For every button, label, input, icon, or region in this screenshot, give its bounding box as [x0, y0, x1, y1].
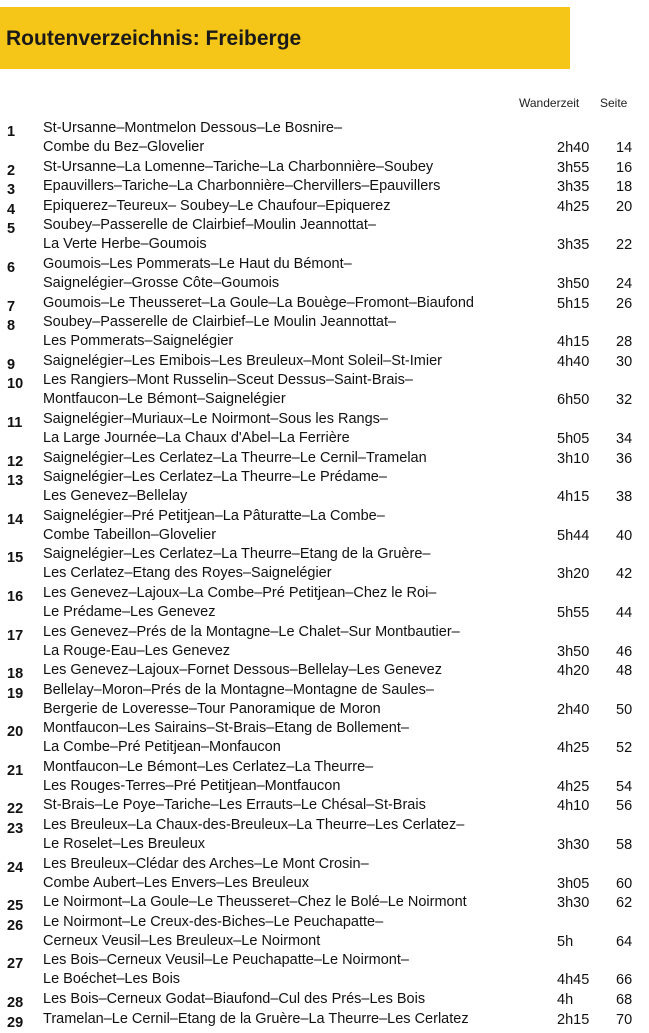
route-page-number: 24	[616, 275, 633, 292]
route-description	[43, 449, 427, 468]
route-entry	[0, 294, 649, 314]
route-line: Les Genevez–Lajoux–La Combe–Pré Petitjean–Chez le Roi–	[43, 584, 437, 601]
route-entry	[0, 855, 649, 894]
route-entry	[0, 816, 649, 855]
route-line: Epauvillers–Tariche–La Charbonnière–Chervillers–Epauvillers	[43, 178, 441, 195]
page-title: Routenverzeichnis: Freiberge	[6, 27, 302, 50]
route-line: La Verte Herbe–Goumois	[43, 236, 207, 253]
route-number: 16	[7, 588, 24, 605]
route-walking-time: 4h	[557, 992, 574, 1009]
route-line: Goumois–Le Theusseret–La Goule–La Bouège–Fromont–Biaufond	[43, 294, 474, 311]
route-entry	[0, 468, 649, 507]
route-number: 25	[7, 898, 24, 915]
column-header-time: Wanderzeit	[519, 96, 580, 110]
route-description	[43, 855, 369, 893]
route-walking-time: 4h25	[557, 778, 590, 795]
route-page-number: 28	[616, 334, 633, 351]
route-walking-time: 3h30	[557, 837, 590, 854]
route-description	[43, 584, 436, 622]
route-line: Le Noirmont–La Goule–Le Theusseret–Chez le Bolé–Le Noirmont	[43, 894, 467, 911]
route-number: 1	[7, 124, 16, 140]
route-number: 6	[7, 259, 16, 276]
route-number: 21	[7, 762, 24, 779]
route-number: 13	[7, 473, 24, 490]
route-walking-time: 2h40	[557, 701, 590, 718]
route-page-number: 70	[616, 1011, 633, 1028]
route-description	[43, 623, 460, 661]
route-entry	[0, 796, 649, 816]
route-number: 20	[7, 724, 24, 741]
route-description	[43, 371, 413, 409]
route-entry	[0, 893, 649, 913]
route-walking-time: 2h15	[557, 1011, 590, 1028]
route-line: Les Pommerats–Saignelégier	[43, 333, 234, 350]
route-page-number: 18	[616, 179, 633, 196]
route-entry	[0, 545, 649, 584]
route-entry	[0, 313, 649, 352]
route-walking-time: 4h25	[557, 198, 590, 215]
route-walking-time: 3h50	[557, 643, 590, 660]
route-page-number: 52	[616, 740, 633, 757]
route-entry	[0, 719, 649, 758]
route-list	[0, 119, 649, 1029]
route-line: Soubey–Passerelle de Clairbief–Le Moulin Jeannottat–	[43, 314, 397, 331]
route-line: Saignelégier–Muriaux–Le Noirmont–Sous les Rangs–	[43, 410, 388, 427]
route-number: 9	[7, 356, 16, 373]
route-line: St-Ursanne–La Lomenne–Tariche–La Charbonnière–Soubey	[43, 158, 434, 175]
route-page-number: 46	[616, 643, 633, 660]
route-walking-time: 4h45	[557, 972, 590, 989]
route-line: Combe Tabeillon–Glovelier	[43, 526, 217, 543]
route-number: 22	[7, 801, 24, 818]
route-description	[43, 255, 352, 293]
route-entry	[0, 1010, 649, 1030]
route-number: 4	[7, 201, 16, 218]
route-description	[43, 661, 442, 680]
route-number: 5	[7, 221, 16, 238]
route-page-number: 54	[616, 778, 633, 795]
route-entry	[0, 913, 649, 952]
route-line: Saignelégier–Grosse Côte–Goumois	[43, 274, 280, 291]
route-line: Saignelégier–Les Cerlatez–La Theurre–Le Cernil–Tramelan	[43, 449, 427, 466]
route-line: Les Rangiers–Mont Russelin–Sceut Dessus–Saint-Brais–	[43, 372, 413, 389]
route-walking-time: 4h20	[557, 663, 590, 680]
route-entry	[0, 197, 649, 217]
route-line: Les Genevez–Lajoux–Fornet Dessous–Bellelay–Les Genevez	[43, 662, 442, 679]
route-page-number: 30	[616, 353, 633, 370]
route-number: 3	[7, 182, 16, 199]
route-walking-time: 3h05	[557, 875, 590, 892]
route-line: Soubey–Passerelle de Clairbief–Moulin Jeannottat–	[43, 217, 376, 234]
route-entry	[0, 584, 649, 623]
route-entry	[0, 158, 649, 178]
route-page-number: 56	[616, 798, 633, 815]
route-line: Saignelégier–Les Cerlatez–La Theurre–Etang de la Gruère–	[43, 546, 431, 563]
route-line: Les Rouges-Terres–Pré Petitjean–Montfaucon	[43, 777, 341, 794]
route-number: 7	[7, 298, 16, 315]
route-walking-time: 3h55	[557, 159, 590, 176]
route-line: Goumois–Les Pommerats–Le Haut du Bémont–	[43, 255, 352, 272]
route-line: Le Roselet–Les Breuleux	[43, 836, 206, 853]
route-number: 26	[7, 917, 24, 934]
route-line: Epiquerez–Teureux– Soubey–Le Chaufour–Epiquerez	[43, 197, 391, 214]
route-entry	[0, 216, 649, 255]
route-entry	[0, 507, 649, 546]
route-entry	[0, 352, 649, 372]
route-page-number: 36	[616, 450, 633, 467]
route-walking-time: 5h55	[557, 604, 590, 621]
route-entry	[0, 681, 649, 720]
route-entry	[0, 371, 649, 410]
route-page-number: 22	[616, 237, 633, 254]
route-line: Montfaucon–Les Sairains–St-Brais–Etang de Bollement–	[43, 720, 409, 737]
route-walking-time: 4h40	[557, 353, 590, 370]
route-line: Saignelégier–Les Cerlatez–La Theurre–Le Prédame–	[43, 469, 387, 486]
route-description	[43, 1010, 469, 1029]
route-line: Combe du Bez–Glovelier	[43, 139, 205, 155]
route-entry	[0, 119, 649, 158]
route-description	[43, 119, 342, 157]
route-description	[43, 313, 396, 351]
route-number: 14	[7, 511, 24, 528]
route-number: 15	[7, 550, 24, 567]
route-number: 18	[7, 666, 24, 683]
route-page-number: 42	[616, 566, 633, 583]
route-description	[43, 681, 434, 719]
route-number: 23	[7, 821, 24, 838]
route-page-number: 32	[616, 392, 633, 409]
route-line: Tramelan–Le Cernil–Etang de la Gruère–La Theurre–Les Cerlatez	[43, 1010, 469, 1027]
route-description	[43, 158, 433, 177]
route-entry	[0, 661, 649, 681]
route-walking-time: 3h20	[557, 566, 590, 583]
route-page-number: 58	[616, 837, 633, 854]
route-page-number: 14	[616, 140, 633, 156]
route-line: La Large Journée–La Chaux d'Abel–La Ferrière	[43, 429, 350, 446]
route-line: Cerneux Veusil–Les Breuleux–Le Noirmont	[43, 932, 321, 949]
route-description	[43, 177, 440, 196]
route-page-number: 38	[616, 489, 633, 506]
route-line: Les Bois–Cerneux Veusil–Le Peuchapatte–Le Noirmont–	[43, 952, 409, 969]
route-entry	[0, 990, 649, 1010]
route-line: Les Breuleux–Clédar des Arches–Le Mont Crosin–	[43, 855, 369, 872]
route-entry	[0, 623, 649, 662]
route-description	[43, 294, 474, 313]
route-entry	[0, 951, 649, 990]
route-entry	[0, 410, 649, 449]
route-page-number: 50	[616, 701, 633, 718]
route-walking-time: 4h15	[557, 334, 590, 351]
route-page-number: 64	[616, 933, 633, 950]
route-line: Les Breuleux–La Chaux-des-Breuleux–La Theurre–Les Cerlatez–	[43, 817, 465, 834]
route-page-number: 26	[616, 295, 633, 312]
route-description	[43, 951, 409, 989]
route-description	[43, 913, 383, 951]
route-description	[43, 990, 425, 1009]
route-walking-time: 6h50	[557, 392, 590, 409]
route-description	[43, 468, 387, 506]
route-page-number: 60	[616, 875, 633, 892]
route-entry	[0, 177, 649, 197]
route-walking-time: 5h15	[557, 295, 590, 312]
route-page-number: 34	[616, 430, 633, 447]
route-line: Bergerie de Loveresse–Tour Panoramique de Moron	[43, 700, 381, 717]
route-number: 17	[7, 627, 24, 644]
route-line: Les Bois–Cerneux Godat–Biaufond–Cul des Prés–Les Bois	[43, 991, 426, 1008]
route-walking-time: 3h35	[557, 237, 590, 254]
route-walking-time: 2h40	[557, 140, 590, 156]
route-line: Les Genevez–Bellelay	[43, 488, 188, 505]
route-description	[43, 893, 467, 912]
route-line: Les Cerlatez–Etang des Royes–Saignelégier	[43, 565, 332, 582]
route-description	[43, 719, 409, 757]
route-page-number: 66	[616, 972, 633, 989]
route-line: Combe Aubert–Les Envers–Les Breuleux	[43, 874, 309, 891]
route-walking-time: 5h	[557, 933, 574, 950]
route-walking-time: 3h35	[557, 179, 590, 196]
route-entry	[0, 255, 649, 294]
route-walking-time: 3h10	[557, 450, 590, 467]
route-entry	[0, 449, 649, 469]
route-number: 29	[7, 1014, 24, 1031]
route-walking-time: 5h44	[557, 527, 590, 544]
route-description	[43, 410, 388, 448]
route-description	[43, 197, 390, 216]
route-number: 27	[7, 956, 24, 973]
route-page-number: 40	[616, 527, 633, 544]
route-description	[43, 816, 464, 854]
route-line: Montfaucon–Le Bémont–Les Cerlatez–La Theurre–	[43, 758, 374, 775]
route-number: 24	[7, 859, 24, 876]
route-description	[43, 545, 430, 583]
column-header-page: Seite	[600, 96, 628, 110]
route-line: Saignelégier–Pré Petitjean–La Pâturatte–La Combe–	[43, 507, 385, 524]
route-page-number: 62	[616, 895, 633, 912]
route-page-number: 48	[616, 663, 633, 680]
route-line: Le Prédame–Les Genevez	[43, 603, 216, 620]
route-number: 8	[7, 318, 16, 335]
route-walking-time: 5h05	[557, 430, 590, 447]
route-number: 10	[7, 376, 24, 393]
route-number: 19	[7, 685, 24, 702]
route-line: St-Brais–Le Poye–Tariche–Les Errauts–Le Chésal–St-Brais	[43, 797, 426, 814]
route-walking-time: 4h15	[557, 489, 590, 506]
route-page-number: 44	[616, 604, 633, 621]
route-line: St-Ursanne–Montmelon Dessous–Le Bosnire–	[43, 120, 343, 136]
route-line: La Rouge-Eau–Les Genevez	[43, 642, 231, 659]
route-line: La Combe–Pré Petitjean–Monfaucon	[43, 739, 281, 756]
route-number: 2	[7, 162, 16, 179]
route-walking-time: 4h10	[557, 798, 590, 815]
route-number: 12	[7, 453, 24, 470]
route-description	[43, 507, 385, 545]
route-page-number: 68	[616, 992, 633, 1009]
route-description	[43, 216, 376, 254]
route-description	[43, 796, 426, 815]
route-line: Le Boéchet–Les Bois	[43, 971, 181, 988]
route-page-number: 20	[616, 198, 633, 215]
route-number: 11	[7, 414, 23, 431]
route-description	[43, 758, 373, 796]
route-line: Bellelay–Moron–Prés de la Montagne–Montagne de Saules–	[43, 681, 434, 698]
route-line: Les Genevez–Prés de la Montagne–Le Chalet–Sur Montbautier–	[43, 623, 460, 640]
route-number: 28	[7, 995, 24, 1012]
route-description	[43, 352, 442, 371]
route-line: Le Noirmont–Le Creux-des-Biches–Le Peuchapatte–	[43, 913, 384, 930]
route-walking-time: 3h50	[557, 275, 590, 292]
route-line: Saignelégier–Les Emibois–Les Breuleux–Mont Soleil–St-Imier	[43, 352, 442, 369]
route-page-number: 16	[616, 159, 633, 176]
route-line: Montfaucon–Le Bémont–Saignelégier	[43, 391, 286, 408]
route-walking-time: 3h30	[557, 895, 590, 912]
route-entry	[0, 758, 649, 797]
route-walking-time: 4h25	[557, 740, 590, 757]
